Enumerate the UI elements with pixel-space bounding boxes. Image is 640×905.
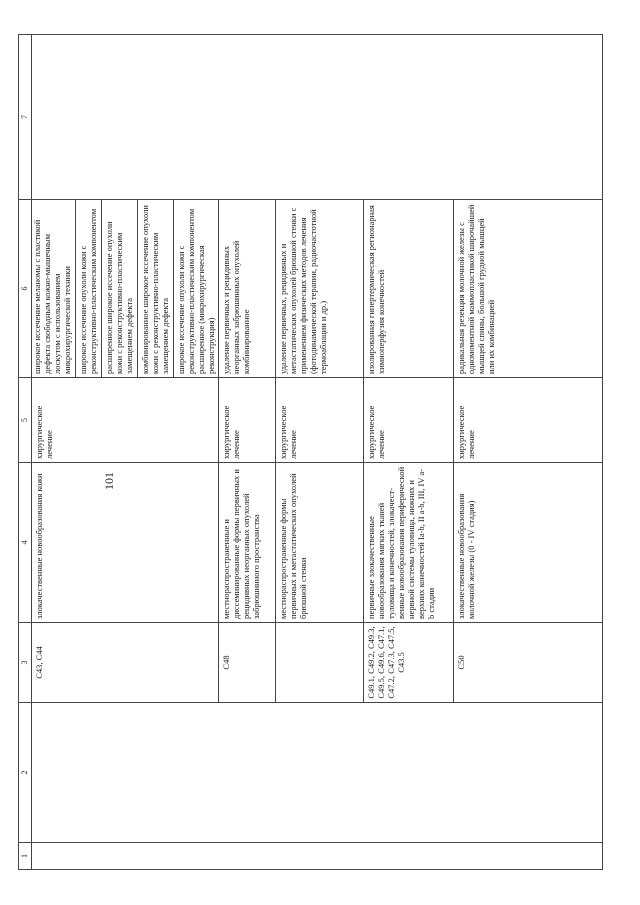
method-item: широкое иссечение опухоли кожи с реконструктивно-пластическим компонентом	[75, 200, 100, 377]
column-number: 6	[19, 200, 32, 378]
diagnosis-code: C49.1, C49.2, C49.3, C49.5, C49.6, C47.1, C47.2, C47.3, C47.5, C43.5	[364, 623, 454, 703]
method-item: расширенное широкое иссечение опухоли кожи с реконструктивно-пластическим замещением дефекта	[101, 200, 136, 377]
treatment-type: хирургическое лечение	[276, 378, 364, 463]
column-number-row	[19, 35, 32, 870]
method-item: удаление первичных и рецидивных неорганных забрюшинных опухолей комбинированное	[219, 200, 276, 378]
method-item: радикальная резекция молочной железы с одномоментной маммопластикой широчайшей мышцей спины, большой грудной мышцей или их комбинацией	[454, 200, 603, 378]
method-list	[32, 200, 219, 378]
diagnosis-code: C48	[219, 623, 276, 703]
column-number: 3	[19, 623, 32, 703]
col1-cell	[32, 843, 603, 870]
treatment-type: хирургическое лечение	[364, 378, 454, 463]
method-item: удаление первичных, рецидивных и метастатических опухолей брюшной стенки с применением физических методов лечения (фотодинамической терапии, радиочастотной термоаблации и др.)	[276, 200, 364, 378]
condition-text: злокачественные новообразования кожи	[32, 463, 219, 623]
treatment-type: хирургическое лечение	[219, 378, 276, 463]
col2-cell	[32, 703, 603, 843]
procedures-table	[18, 34, 603, 870]
table-row	[32, 35, 219, 870]
column-number: 4	[19, 463, 32, 623]
column-number: 5	[19, 378, 32, 463]
diagnosis-code: C50	[454, 623, 603, 703]
column-number: 1	[19, 843, 32, 870]
method-item: широкое иссечение меланомы с пластикой дефекта свободным кожно-мышечным лоскутом с использованием микрохирургической техники	[32, 219, 73, 374]
diagnosis-code: C43, C44	[32, 623, 219, 703]
column-number: 2	[19, 703, 32, 843]
rotated-table-container	[18, 35, 603, 870]
diagnosis-code	[276, 623, 364, 703]
method-item: широкое иссечение опухоли кожи с реконструктивно-пластическим компонентом расширенное (микрохирургическая реконструкция)	[173, 200, 218, 377]
page-number: 101	[102, 472, 116, 490]
condition-text: злокачественные новообразования молочной железы (0 - IV стадия)	[454, 463, 603, 623]
col7-cell	[32, 35, 603, 200]
column-number: 7	[19, 35, 32, 200]
method-item: комбинированное широкое иссечение опухоли кожи с реконструктивно-пластическим замещением дефекта	[137, 200, 172, 377]
condition-text: первичные злокачественные новообразования мягких тканей туловища и конечностей, злокачественные новообразования периферической нервной системы туловища, нижних и верхних конечностей Ia-b, II a-b, III, IV a-b стадии	[364, 463, 454, 623]
condition-text: местнораспространенные и диссеминированные формы первичных и рецидивных неорганных опухолей забрюшинного пространства	[219, 463, 276, 623]
condition-text: местнораспространенные формы первичных и метастатических опухолей брюшной стенки	[276, 463, 364, 623]
method-item: изолированная гипертермическая регионарная химиоперфузия конечностей	[364, 200, 454, 378]
treatment-type: хирургическое лечение	[454, 378, 603, 463]
treatment-type: хирургическое лечение	[32, 378, 219, 463]
